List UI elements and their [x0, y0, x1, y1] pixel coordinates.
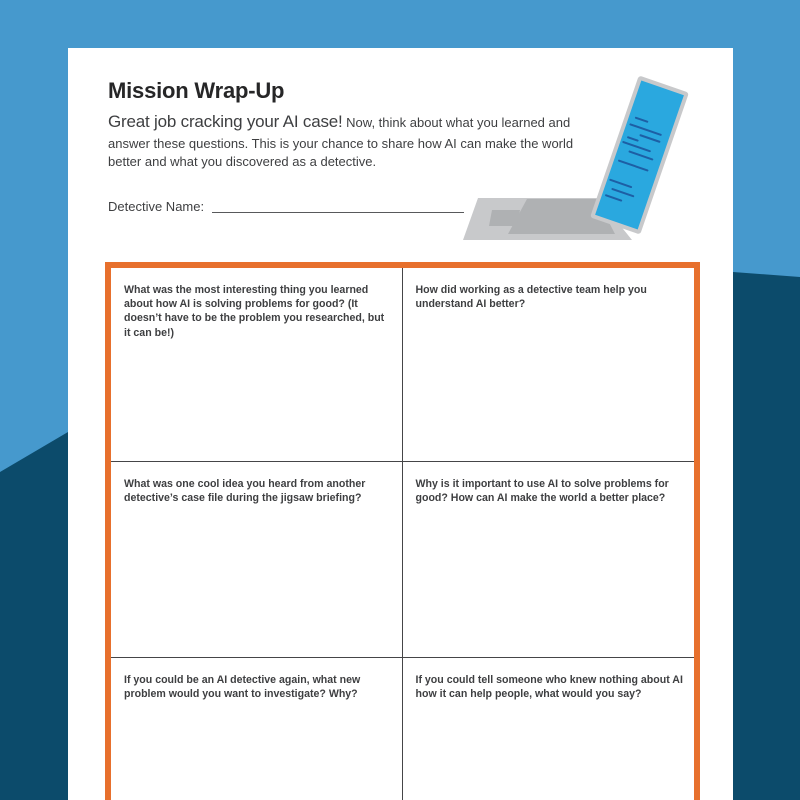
screen-text-line — [605, 194, 623, 202]
question-cell — [403, 462, 695, 658]
intro-lead-text: Great job cracking your AI case! — [108, 112, 343, 131]
answer-area[interactable] — [403, 706, 695, 800]
detective-name-field[interactable] — [212, 198, 464, 213]
question-cell — [111, 462, 403, 658]
intro-body-text: Now, think about what you learned and answer these questions. This is your chance to share how AI can make the world better and what you discovered as a detective. — [108, 115, 574, 170]
laptop-trackpad — [489, 210, 520, 226]
detective-name-row — [108, 198, 464, 214]
question-cell — [403, 658, 695, 800]
screen-text-line — [639, 134, 661, 143]
screen-text-line — [609, 179, 632, 189]
screen-text-line — [618, 159, 649, 171]
answer-area[interactable] — [111, 706, 402, 800]
question-text: What was one cool idea you heard from another detective’s case file during the jigsaw briefing? — [124, 478, 366, 505]
answer-area[interactable] — [111, 316, 402, 461]
question-cell — [111, 658, 403, 800]
page-title: Mission Wrap-Up — [108, 78, 285, 103]
question-text: How did working as a detective team help you understand AI better? — [415, 284, 647, 311]
laptop-screen — [590, 75, 689, 234]
question-cell — [111, 268, 403, 462]
answer-area[interactable] — [403, 316, 695, 461]
intro-paragraph — [108, 110, 596, 172]
screen-text-line — [635, 117, 649, 124]
answer-area[interactable] — [403, 510, 695, 657]
question-text: Why is it important to use AI to solve problems for good? How can AI make the world a better place? — [415, 478, 669, 505]
screen-text-line — [627, 136, 639, 142]
question-grid — [105, 262, 700, 800]
screen-text-line — [629, 123, 662, 136]
detective-name-label: Detective Name: — [108, 199, 205, 214]
screen-text-line — [611, 188, 634, 198]
question-text: If you could be an AI detective again, what new problem would you want to investigate? Why? — [124, 674, 361, 701]
answer-area[interactable] — [111, 510, 402, 657]
question-text: What was the most interesting thing you learned about how AI is solving problems for good? (It doesn’t have to be the problem you researched, but it can be!) — [124, 284, 385, 339]
worksheet-paper — [68, 48, 733, 800]
question-cell — [403, 268, 695, 462]
question-text: If you could tell someone who knew nothing about AI how it can help people, what would you say? — [415, 674, 683, 701]
screen-text-line — [622, 141, 651, 153]
